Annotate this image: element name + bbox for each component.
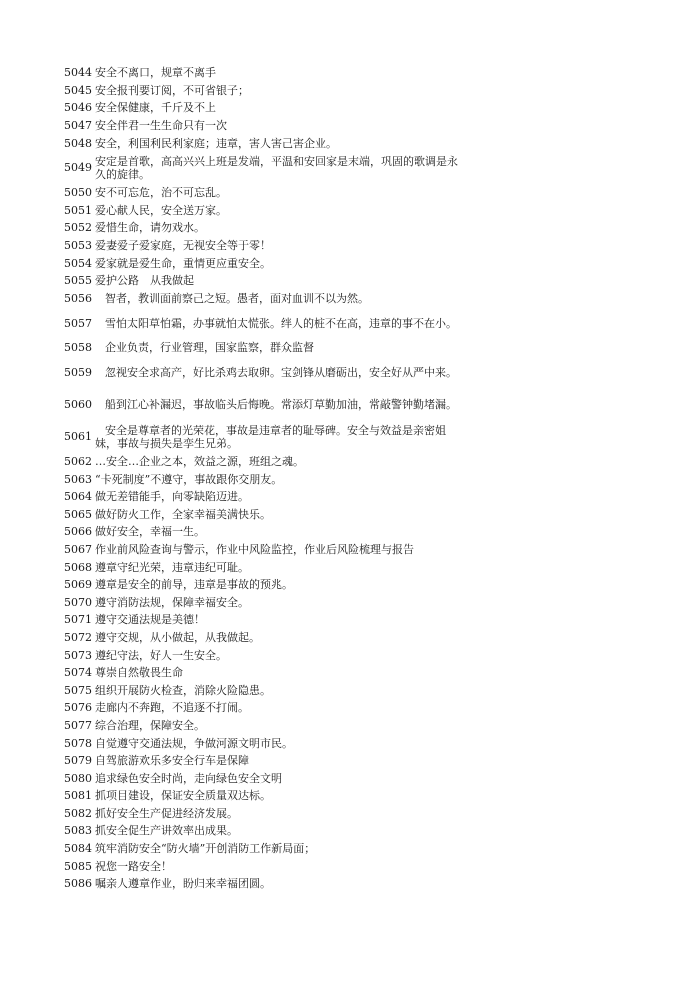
entry-text: 雪怕太阳草怕霜，办事就怕太慌张。绊人的桩不在高，违章的事不在小。 xyxy=(105,316,457,330)
entry-text: 智者，教训面前察己之短。愚者，面对血训不以为然。 xyxy=(105,291,369,305)
entry-number: 5086 xyxy=(64,877,92,891)
entry-number: 5058 xyxy=(64,341,92,355)
list-item xyxy=(64,857,464,875)
list-item xyxy=(64,339,464,357)
list-item xyxy=(64,787,464,805)
entry-text: 安全，利国利民利家庭；违章，害人害己害企业。 xyxy=(95,136,337,150)
list-item xyxy=(64,523,464,541)
entry-text: 安全报刊要订阅，不可省银子； xyxy=(95,83,249,97)
entry-number: 5075 xyxy=(64,683,92,697)
entry-text: 综合治理，保障安全。 xyxy=(95,718,205,732)
entry-number: 5062 xyxy=(64,455,92,469)
entry-text: 做无差错能手，向零缺陷迈进。 xyxy=(95,490,249,504)
list-item xyxy=(64,506,464,524)
list-item xyxy=(64,254,464,272)
list-item xyxy=(64,769,464,787)
list-item xyxy=(64,82,464,100)
entry-number: 5052 xyxy=(64,221,92,235)
list-item xyxy=(64,734,464,752)
entry-number: 5049 xyxy=(64,161,92,175)
list-item xyxy=(64,219,464,237)
entry-text: 作业前风险查询与警示，作业中风险监控，作业后风险梳理与报告 xyxy=(95,542,414,556)
entry-number: 5083 xyxy=(64,824,92,838)
entry-text: 安全伴君一生生命只有一次 xyxy=(95,119,227,133)
list-item xyxy=(64,99,464,117)
entry-number: 5070 xyxy=(64,595,92,609)
entry-text: 做好防火工作，全家幸福美满快乐。 xyxy=(95,507,271,521)
entry-text: 遵守交规，从小做起，从我做起。 xyxy=(95,630,260,644)
list-item xyxy=(64,558,464,576)
list-item xyxy=(64,272,464,290)
entry-text: 爱家就是爱生命，重情更应重安全。 xyxy=(95,256,271,270)
list-item xyxy=(64,134,464,152)
entry-text: 安定是首歌，高高兴兴上班是发端，平温和安回家是末端，巩固的歌调是永久的旋律。 xyxy=(95,154,458,181)
list-item xyxy=(64,202,464,220)
entry-text: 祝您一路安全！ xyxy=(95,859,172,873)
list-item xyxy=(64,470,464,488)
list-item xyxy=(64,699,464,717)
entry-number: 5055 xyxy=(64,274,92,288)
entry-text: 尊崇自然敬畏生命 xyxy=(95,666,183,680)
list-item xyxy=(64,421,464,453)
list-item xyxy=(64,64,464,82)
list-item xyxy=(64,576,464,594)
entry-number: 5046 xyxy=(64,101,92,115)
entry-text: 忽视安全求高产，好比杀鸡去取卵。宝剑锋从磨砺出，安全好从严中来。 xyxy=(105,366,457,380)
entry-number: 5066 xyxy=(64,525,92,539)
entry-number: 5063 xyxy=(64,472,92,486)
list-item xyxy=(64,389,464,421)
entry-number: 5069 xyxy=(64,578,92,592)
entry-text: 爱护公路 从我做起 xyxy=(95,274,194,288)
entry-number: 5057 xyxy=(64,316,92,330)
entry-text: 安全不离口，规章不离手 xyxy=(95,66,216,80)
entry-number: 5081 xyxy=(64,789,92,803)
entry-text: 遵纪守法，好人一生安全。 xyxy=(95,648,227,662)
list-item xyxy=(64,611,464,629)
entry-number: 5059 xyxy=(64,366,92,380)
list-item xyxy=(64,488,464,506)
entry-text: 抓项目建设，保证安全质量双达标。 xyxy=(95,789,271,803)
entry-number: 5079 xyxy=(64,754,92,768)
entry-number: 5080 xyxy=(64,771,92,785)
entry-text: 遵章是安全的前导，违章是事故的预兆。 xyxy=(95,578,293,592)
list-item xyxy=(64,117,464,135)
entry-number: 5078 xyxy=(64,736,92,750)
entry-text: 嘱亲人遵章作业，盼归来幸福团圆。 xyxy=(95,877,271,891)
entry-text: 自觉遵守交通法规，争做河源文明市民。 xyxy=(95,736,293,750)
entry-number: 5056 xyxy=(64,291,92,305)
list-item xyxy=(64,237,464,255)
entry-text: 安全是尊章者的光荣花，事故是违章者的耻辱碑。安全与效益是亲密姐妹，事故与损失是孪生兄弟。 xyxy=(95,423,446,450)
entry-number: 5065 xyxy=(64,507,92,521)
list-item xyxy=(64,840,464,858)
entry-number: 5071 xyxy=(64,613,92,627)
entry-text: 爱妻爱子爱家庭，无视安全等于零！ xyxy=(95,239,271,253)
entry-number: 5082 xyxy=(64,806,92,820)
entry-text: 走廊内不奔跑，不追逐不打闹。 xyxy=(95,701,249,715)
entry-number: 5076 xyxy=(64,701,92,715)
entry-number: 5085 xyxy=(64,859,92,873)
list-item xyxy=(64,875,464,893)
entry-text: 自驾旅游欢乐多安全行车是保障 xyxy=(95,754,249,768)
entry-number: 5048 xyxy=(64,136,92,150)
list-item xyxy=(64,822,464,840)
entry-text: 遵守交通法规是美德！ xyxy=(95,613,205,627)
slogan-list xyxy=(64,64,464,893)
entry-text: …安全…企业之本，效益之源，班组之魂。 xyxy=(95,455,304,469)
entry-number: 5077 xyxy=(64,718,92,732)
list-item xyxy=(64,184,464,202)
entry-text: 遵守消防法规，保障幸福安全。 xyxy=(95,595,249,609)
list-item xyxy=(64,453,464,471)
entry-number: 5047 xyxy=(64,119,92,133)
entry-number: 5067 xyxy=(64,542,92,556)
list-item xyxy=(64,541,464,559)
entry-number: 5054 xyxy=(64,256,92,270)
entry-text: 企业负责，行业管理，国家监察，群众监督 xyxy=(105,341,314,355)
entry-text: 遵章守纪光荣，违章违纪可耻。 xyxy=(95,560,249,574)
entry-text: 安全保健康，千斤及不上 xyxy=(95,101,216,115)
list-item xyxy=(64,629,464,647)
entry-number: 5050 xyxy=(64,186,92,200)
list-item xyxy=(64,681,464,699)
entry-text: 抓好安全生产促进经济发展。 xyxy=(95,806,238,820)
list-item xyxy=(64,357,464,389)
entry-number: 5045 xyxy=(64,83,92,97)
entry-number: 5061 xyxy=(64,430,92,444)
list-item xyxy=(64,752,464,770)
entry-text: 筑牢消防安全“防火墙”开创消防工作新局面； xyxy=(95,842,316,856)
entry-number: 5051 xyxy=(64,203,92,217)
entry-number: 5084 xyxy=(64,842,92,856)
entry-number: 5074 xyxy=(64,666,92,680)
entry-text: 船到江心补漏迟，事故临头后悔晚。常添灯草勤加油，常敲警钟勤堵漏。 xyxy=(105,398,457,412)
entry-text: 组织开展防火检查，消除火险隐患。 xyxy=(95,683,271,697)
entry-text: 做好安全，幸福一生。 xyxy=(95,525,205,539)
list-item xyxy=(64,593,464,611)
entry-number: 5064 xyxy=(64,490,92,504)
entry-text: 抓安全促生产讲效率出成果。 xyxy=(95,824,238,838)
entry-text: “卡死制度”不遵守，事故跟你交朋友。 xyxy=(95,472,283,486)
list-item xyxy=(64,717,464,735)
entry-text: 安不可忘危，治不可忘乱。 xyxy=(95,186,227,200)
entry-text: 爱惜生命，请勿戏水。 xyxy=(95,221,205,235)
entry-number: 5068 xyxy=(64,560,92,574)
entry-number: 5060 xyxy=(64,398,92,412)
list-item xyxy=(64,290,464,308)
list-item xyxy=(64,664,464,682)
list-item xyxy=(64,307,464,339)
entry-text: 爱心献人民，安全送万家。 xyxy=(95,203,227,217)
entry-number: 5044 xyxy=(64,66,92,80)
entry-number: 5053 xyxy=(64,239,92,253)
list-item xyxy=(64,805,464,823)
entry-number: 5072 xyxy=(64,630,92,644)
entry-number: 5073 xyxy=(64,648,92,662)
list-item xyxy=(64,646,464,664)
list-item xyxy=(64,152,464,184)
entry-text: 追求绿色安全时尚，走向绿色安全文明 xyxy=(95,771,282,785)
